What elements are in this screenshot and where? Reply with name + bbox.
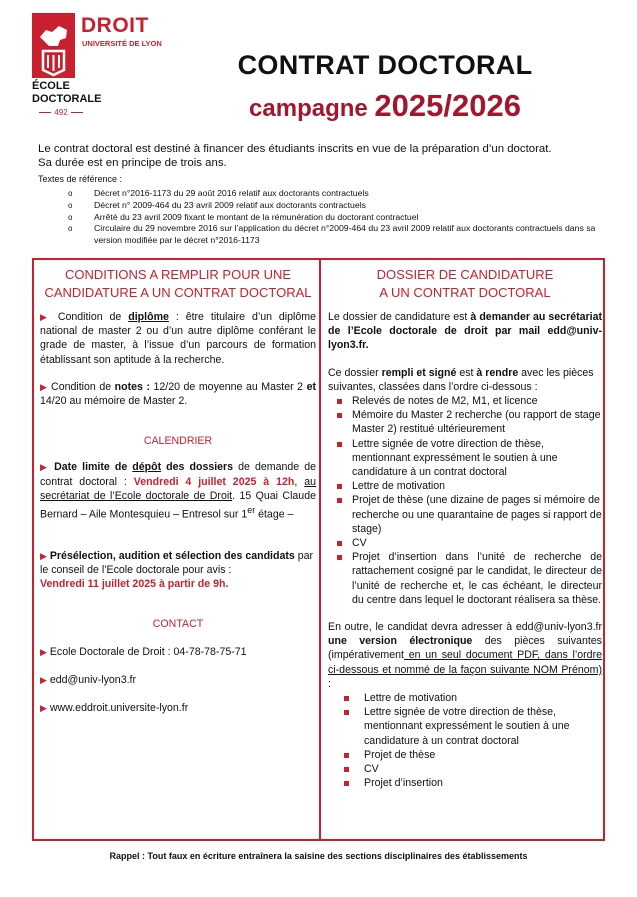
- dossier-request-text: Le dossier de candidature est: [328, 311, 471, 323]
- contact-website-link[interactable]: www.eddroit.universite-lyon.fr: [46, 701, 189, 714]
- deadline-dossiers: des dossiers: [161, 461, 234, 474]
- electronic-text2: des pièces suivantes (impérativement: [328, 635, 602, 662]
- page-title: CONTRAT DOCTORAL: [237, 50, 533, 80]
- deadline-depot: dépôt: [132, 461, 162, 474]
- list-item: Projet de thèse (une dizaine de pages si mémoire de recherche ou une quarantaine de pages si rapport de stage): [328, 493, 602, 536]
- list-item: Projet de thèse: [328, 748, 602, 762]
- conditions-title-line2: CANDIDATURE A UN CONTRAT DOCTORAL: [44, 285, 312, 300]
- footer-reminder: Rappel : Tout faux en écriture entraînera la saisine des sections disciplinaires des établissements: [109, 851, 528, 861]
- diploma-condition: [40, 310, 316, 367]
- dossier-request-bold: à demander au secrétariat de l’Ecole doctorale de droit par mail edd@univ-lyon3.fr.: [328, 311, 602, 352]
- deadline-sup: er: [247, 505, 256, 516]
- reference-item: o Décret n° 2009-464 du 23 avril 2009 relatif aux doctorants contractuels: [68, 200, 608, 212]
- electronic-text: En outre, le candidat devra adresser à edd@univ-lyon3.fr: [328, 621, 602, 634]
- electronic-list: [328, 691, 602, 790]
- references-list: [68, 188, 608, 247]
- logo-university: UNIVERSITÉ DE LYON: [82, 39, 162, 48]
- page-subtitle: [200, 88, 570, 124]
- contact-phone-text: Ecole Doctorale de Droit : 04-78-78-75-71: [46, 645, 247, 658]
- conditions-title: [40, 266, 316, 302]
- triangle-right-icon: ▶: [40, 550, 47, 561]
- diploma-label: diplôme: [128, 311, 169, 323]
- triangle-right-icon: ▶: [40, 462, 50, 473]
- contact-email-link[interactable]: edd@univ-lyon3.fr: [46, 673, 136, 686]
- pieces-list: [328, 394, 602, 607]
- list-item: Projet d’insertion dans l’unité de recherche de rattachement cosigné par le candidat, le directeur de l’unité de recherche et, le cas échéant, le directeur du centre dans lequel le doctorant réalisera sa thèse.: [328, 550, 602, 607]
- logo-number: 492: [32, 108, 90, 117]
- deadline-place: au secrétariat de l’Ecole doctorale de Droit: [40, 475, 316, 502]
- deadline-text: de demande de contrat doctoral :: [40, 461, 316, 488]
- dossier-return-text: Ce dossier: [328, 366, 382, 379]
- electronic-bold: une version électronique: [328, 635, 473, 648]
- lion-emblem-icon: [32, 13, 75, 78]
- dossier-column: [328, 266, 602, 791]
- diploma-detail: : être titulaire d’un diplôme national de master 2 ou d’un autre diplôme conférant le grade de master, à l’issue d’un parcours de formation établissant son aptitude à la recherche.: [40, 311, 317, 366]
- list-item: CV: [328, 536, 602, 550]
- deadline-comma: ,: [294, 475, 305, 488]
- subtitle-year: 2025/2026: [374, 88, 521, 123]
- reference-item: o Décret n°2016-1173 du 29 août 2016 relatif aux doctorants contractuels: [68, 188, 608, 200]
- intro-text: [38, 142, 608, 170]
- notes-text: Condition de: [47, 380, 115, 393]
- notes-label: notes :: [114, 380, 150, 393]
- deadline-date: Vendredi 4 juillet 2025 à 12h: [133, 475, 295, 488]
- logo-school-line2: DOCTORALE: [32, 93, 102, 105]
- deadline-label: Date limite de: [49, 461, 133, 474]
- deadline-floor: étage –: [255, 508, 294, 521]
- reference-item: o Arrêté du 23 avril 2009 fixant le montant de la rémunération du doctorant contractuel: [68, 212, 608, 224]
- dossier-title-line1: DOSSIER DE CANDIDATURE: [376, 267, 554, 282]
- triangle-right-icon: ▶: [40, 702, 47, 713]
- dossier-title-line2: A UN CONTRAT DOCTORAL: [379, 285, 551, 300]
- preselection-label: Présélection, audition et sélection des candidats: [46, 549, 295, 562]
- conditions-column: [40, 266, 316, 715]
- list-item: Relevés de notes de M2, M1, et licence: [328, 394, 602, 408]
- dossier-return: [328, 366, 602, 394]
- triangle-right-icon: ▶: [40, 646, 47, 657]
- references-title: Textes de référence :: [38, 174, 123, 184]
- logo-brand: DROIT: [81, 14, 149, 37]
- list-item: Projet d’insertion: [328, 776, 602, 790]
- list-item: Lettre signée de votre direction de thèse, mentionnant expressément le soutien à une candidature à un contrat doctoral: [328, 437, 602, 480]
- dossier-title: [328, 266, 602, 302]
- contact-phone: [40, 645, 316, 659]
- subtitle-prefix: campagne: [249, 95, 368, 122]
- diploma-text: Condition de: [50, 311, 129, 323]
- deadline-address: . 15 Quai Claude Bernard – Aile Montesquieu – Entresol sur 1: [40, 489, 316, 521]
- contact-website: [40, 701, 316, 715]
- ed-logo: [32, 13, 180, 125]
- intro-line-1: Le contrat doctoral est destiné à financer des étudiants inscrits en vue de la préparation d’un doctorat.: [38, 143, 552, 155]
- list-item: Mémoire du Master 2 recherche (ou rapport de stage Master 2) restitué ultérieurement: [328, 408, 602, 436]
- triangle-right-icon: ▶: [40, 674, 47, 685]
- conditions-title-line1: CONDITIONS A REMPLIR POUR UNE: [64, 267, 292, 282]
- electronic-underlined: en un seul document PDF, dans l’ordre ci-dessous et nommé de la façon suivante NOM Prénom): [328, 649, 602, 676]
- notes-detail: 12/20 de moyenne au Master 2: [149, 380, 307, 393]
- preselection-item: [40, 549, 316, 592]
- reference-item: o Circulaire du 29 novembre 2016 sur l’application du décret n°2009-464 du 23 avril 2009 relatif aux doctorants contractuels dans sa version modifiée par le décret n°2016-1173: [68, 223, 608, 247]
- intro-line-2: Sa durée est en principe de trois ans.: [38, 157, 227, 169]
- triangle-right-icon: ▶: [40, 381, 48, 392]
- dossier-return-text3: avec les pièces suivantes, classées dans l’ordre ci-dessous :: [328, 366, 594, 393]
- logo-school-line1: ÉCOLE: [32, 80, 70, 92]
- dossier-return-text2: est: [456, 366, 477, 379]
- column-divider: [319, 258, 321, 841]
- list-item: Lettre de motivation: [328, 479, 602, 493]
- notes-and: et: [306, 380, 317, 393]
- deadline-item: [40, 460, 316, 521]
- preselection-text: par le conseil de l’Ecole doctorale pour avis :: [40, 549, 314, 576]
- list-item: Lettre signée de votre direction de thèse, mentionnant expressément le soutien à une candidature à un contrat doctoral: [328, 705, 602, 748]
- list-item: Lettre de motivation: [328, 691, 602, 705]
- electronic-colon: :: [328, 677, 331, 690]
- notes-detail-2: 14/20 au mémoire de Master 2.: [40, 395, 188, 408]
- contact-title: CONTACT: [152, 618, 204, 631]
- calendar-title: CALENDRIER: [143, 435, 213, 448]
- contact-email: [40, 673, 316, 687]
- notes-condition: [40, 380, 316, 408]
- list-item: CV: [328, 762, 602, 776]
- dossier-return-bold1: rempli et signé: [381, 366, 457, 379]
- dossier-request: [328, 310, 602, 353]
- preselection-date: Vendredi 11 juillet 2025 à partir de 9h.: [40, 578, 229, 591]
- electronic-version-note: [328, 620, 602, 691]
- dossier-return-bold2: à rendre: [476, 366, 519, 379]
- triangle-right-icon: ▶: [40, 312, 51, 322]
